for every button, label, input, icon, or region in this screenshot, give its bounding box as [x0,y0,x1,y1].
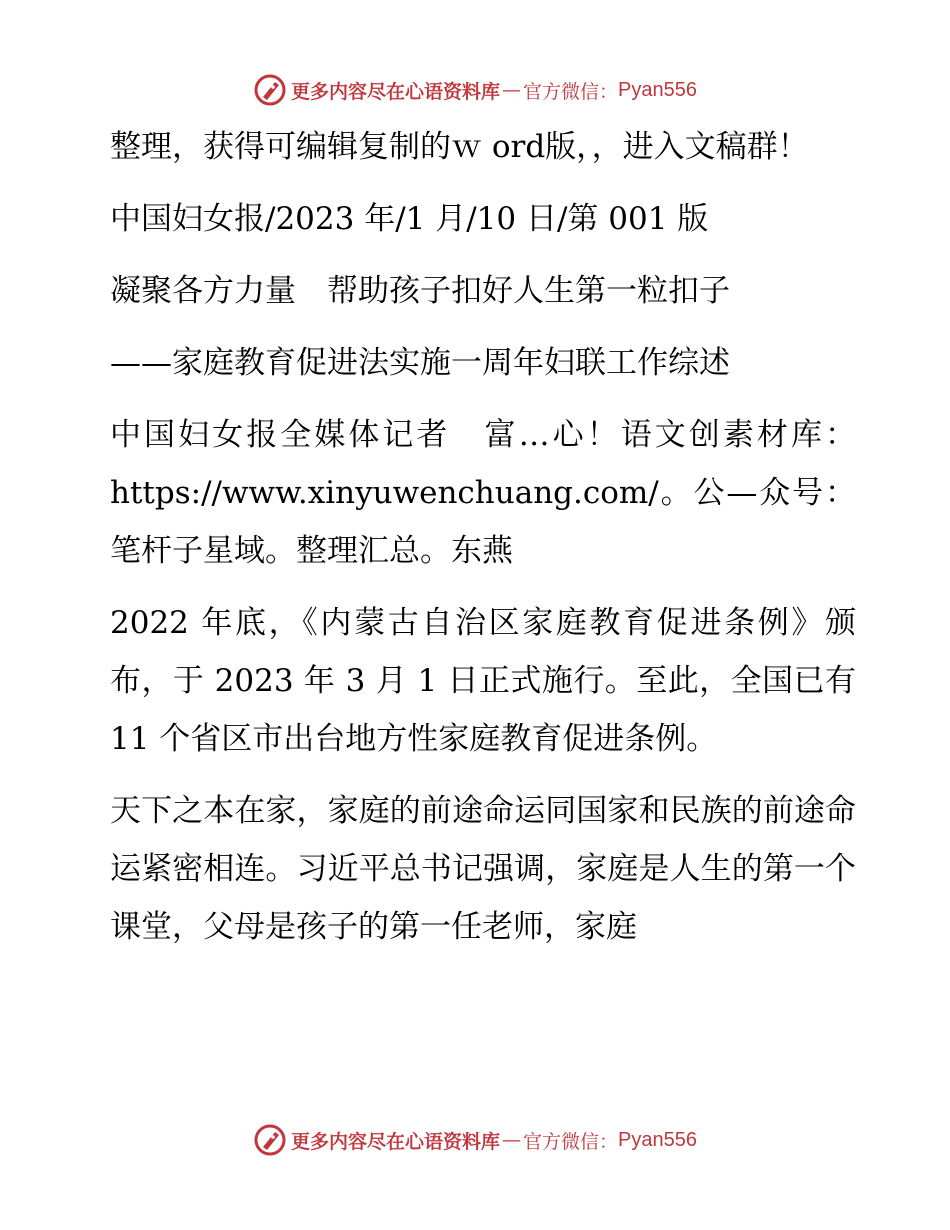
footer-banner [0,1120,950,1160]
banner-brand-text: 更多内容尽在心语资料库 [291,1130,501,1153]
article-title: 凝聚各方力量 帮助孩子扣好人生第一粒扣子 [110,273,730,309]
banner-dash: — [502,1129,522,1151]
byline-paragraph: 中国妇女报全媒体记者 富…心！语文创素材库：https://www.xinyuwenchuang.com/。公—众号：笔杆子星域。整理汇总。东燕 [110,417,856,569]
banner-dash: — [502,79,522,101]
document-body [96,118,856,970]
banner-wechat-label: 官方微信： [523,80,619,103]
source-line: 中国妇女报/2023 年/1 月/10 日/第 001 版 [110,201,709,237]
intro-paragraph: 整理，获得可编辑复制的ｗ ord版，，进入文稿群！ [110,129,809,165]
pen-nib-logo-icon [253,73,287,107]
body-paragraph-2: 天下之本在家，家庭的前途命运同国家和民族的前途命运紧密相连。习近平总书记强调，家庭是人生的第一个课堂，父母是孩子的第一任老师，家庭 [110,793,856,945]
banner-brand-text: 更多内容尽在心语资料库 [291,80,501,103]
banner-wechat-id: Pyan556 [618,78,697,101]
article-subtitle: ——家庭教育促进法实施一周年妇联工作综述 [110,345,730,381]
body-paragraph-1: 2022 年底，《内蒙古自治区家庭教育促进条例》颁布，于 2023 年 3 月 1 日正式施行。至此，全国已有 11 个省区市出台地方性家庭教育促进条例。 [110,605,856,757]
banner-wechat-label: 官方微信： [523,1130,619,1153]
header-banner [0,70,950,110]
pen-nib-logo-icon [253,1123,287,1157]
banner-wechat-id: Pyan556 [618,1128,697,1151]
